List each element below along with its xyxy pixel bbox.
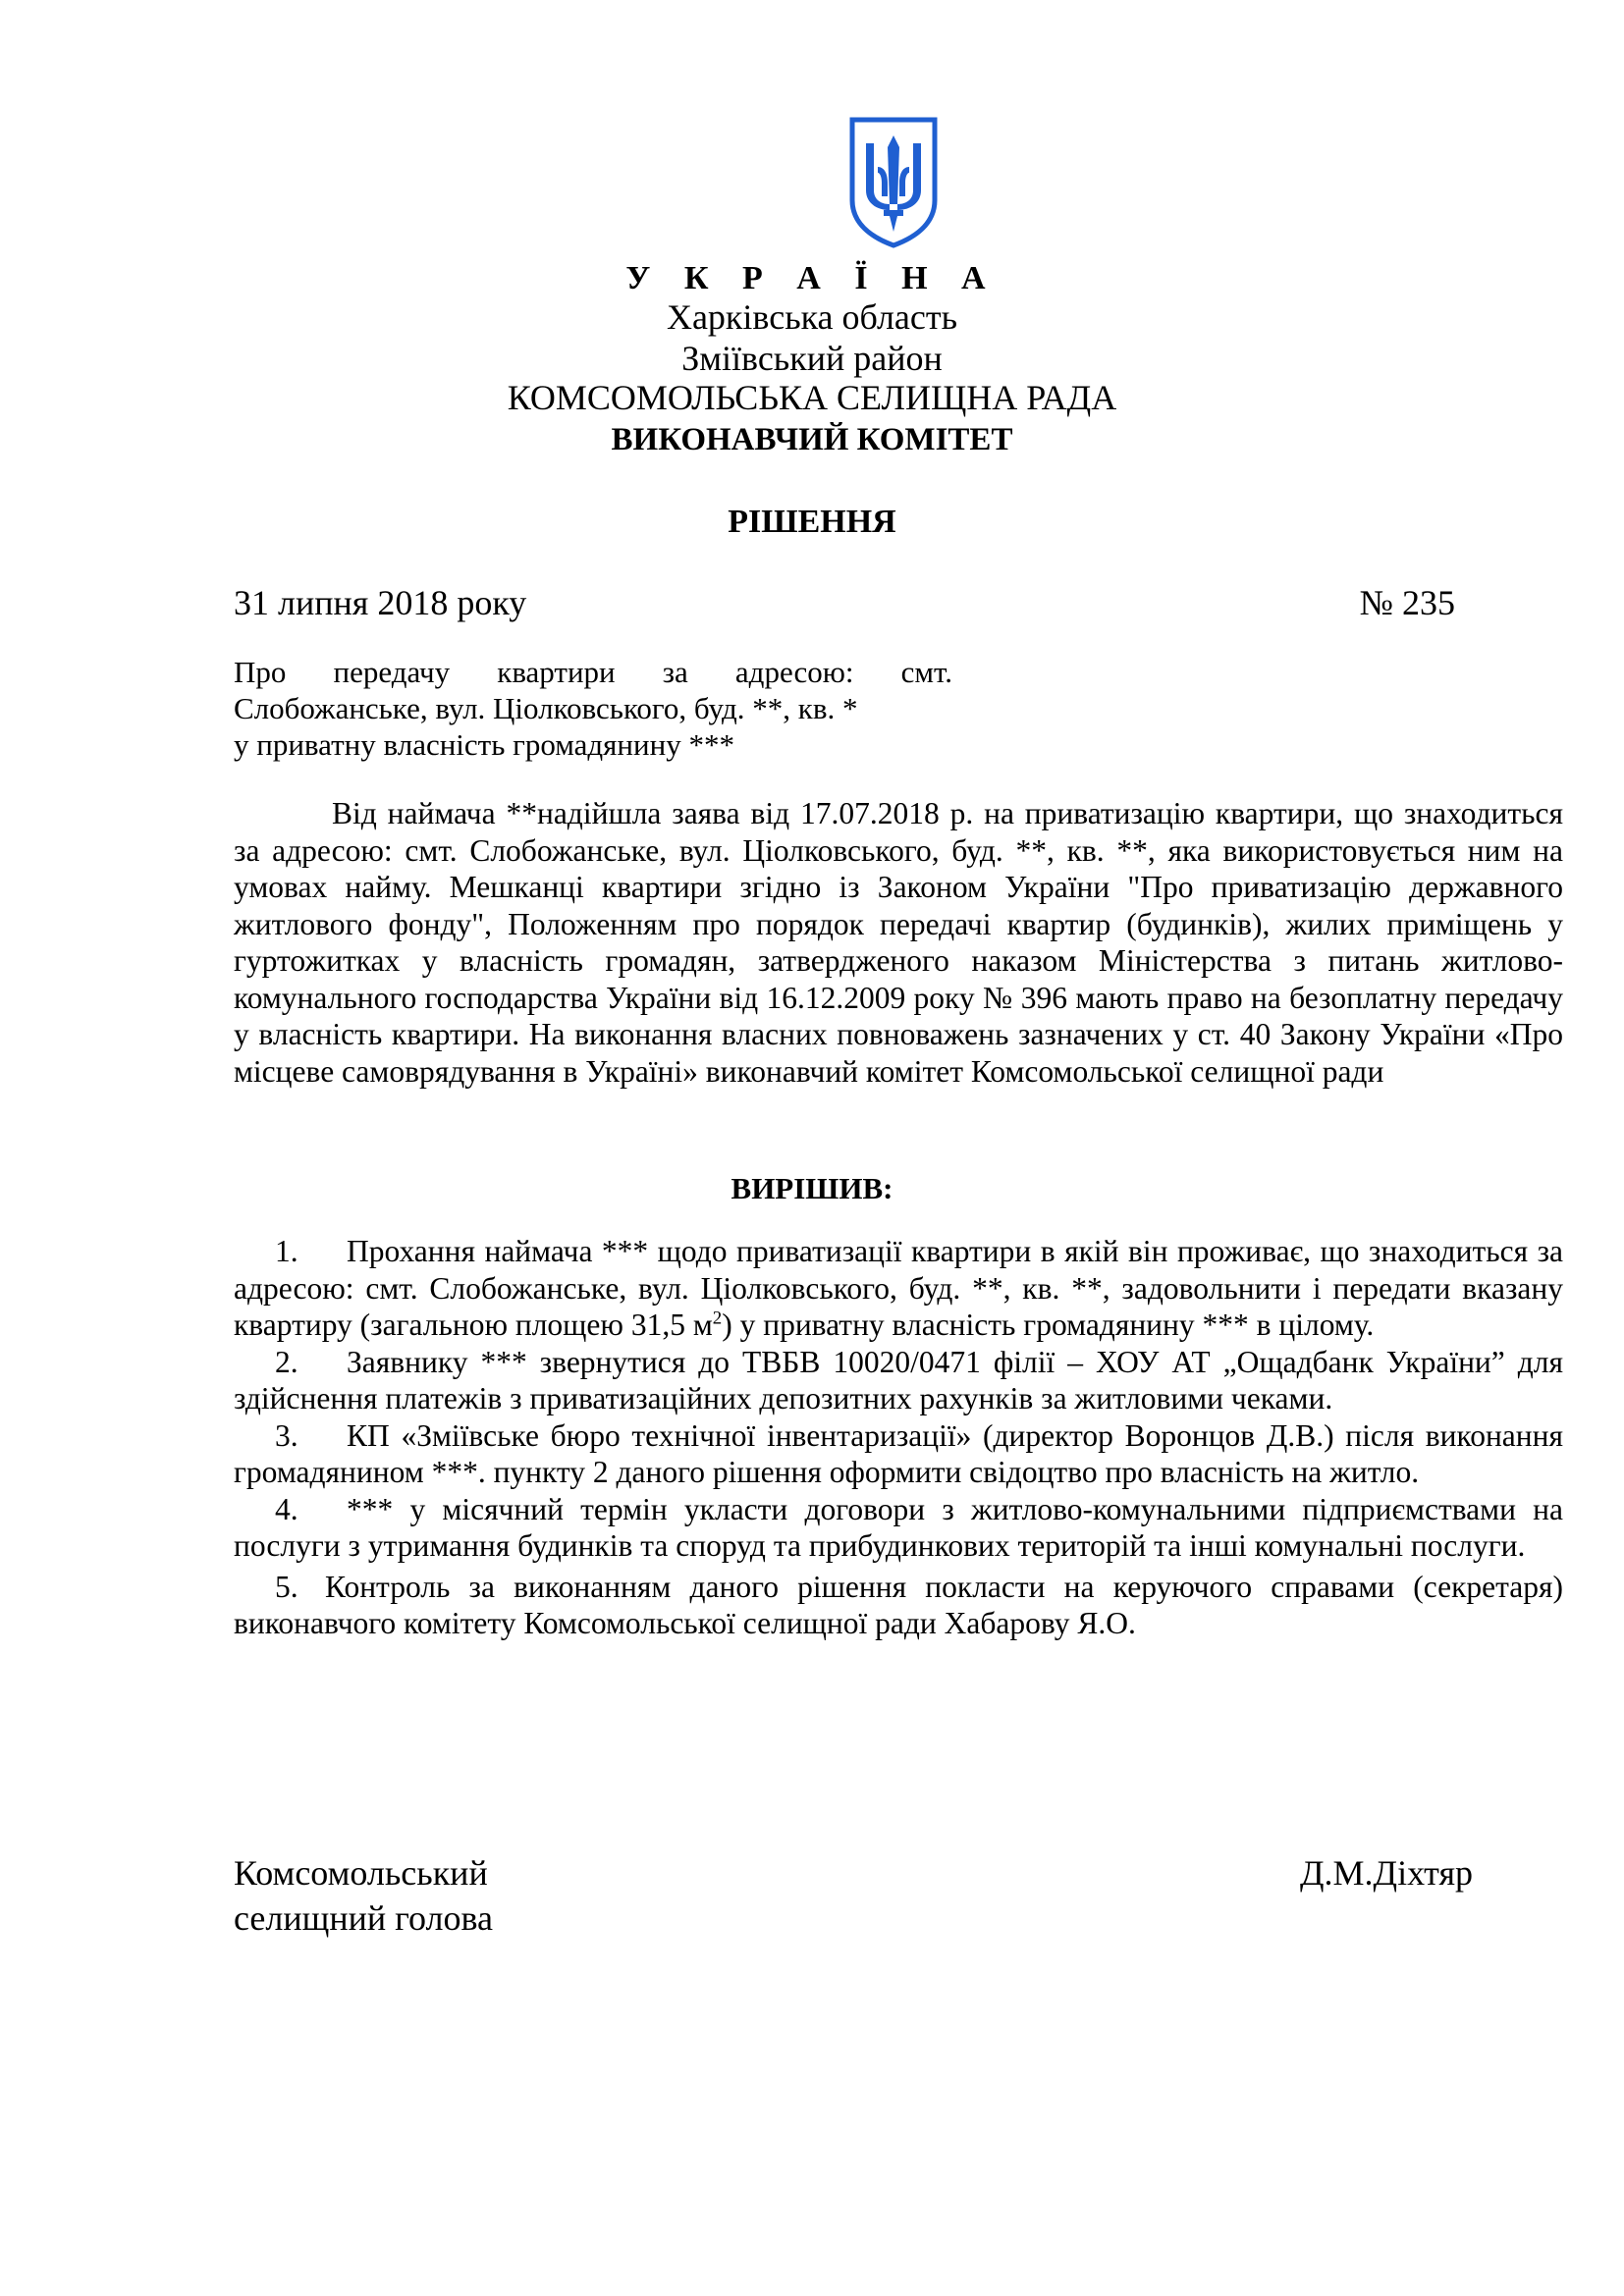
- item-text: Прохання наймача *** щодо приватизації квартири в якій він проживає, що знаходиться за адресою: смт. Слобожанське, вул. Ціолковського, буд. **, кв. **, задовольнити і передати вказану квартиру (загальною площею 31,5 м: [234, 1234, 1563, 1342]
- coat-of-arms-icon: [844, 114, 943, 249]
- item-text: Контроль за виконанням даного рішення покласти на керуючого справами (секретаря) виконавчого комітету Комсомольської селищної ради Хабарову Я.О.: [234, 1569, 1563, 1640]
- committee-name: ВИКОНАВЧИЙ КОМІТЕТ: [611, 422, 1013, 457]
- signatory-name: Д.М.Діхтяр: [1299, 1853, 1473, 1893]
- region-name: Харківська область: [666, 297, 958, 337]
- district-name: Зміївський район: [681, 339, 943, 378]
- signatory-title: [234, 1850, 493, 1941]
- decision-item: [234, 1569, 1563, 1642]
- item-text-cont: ) у приватну власність громадянину *** в цілому.: [722, 1308, 1375, 1342]
- item-number: 4.: [275, 1491, 298, 1526]
- decision-item: [234, 1417, 1563, 1491]
- decision-item: [234, 1233, 1563, 1344]
- council-name: КОМСОМОЛЬСЬКА СЕЛИЩНА РАДА: [507, 378, 1117, 417]
- item-number: 2.: [275, 1344, 298, 1379]
- dateline: [234, 582, 1465, 623]
- subject-line: у приватну власність громадянину ***: [234, 727, 734, 762]
- decision-item: [234, 1491, 1563, 1565]
- decision-date: 31 липня 2018 року: [234, 583, 527, 622]
- subject-line: Слобожанське, вул. Ціолковського, буд. **, кв. *: [234, 691, 858, 725]
- decision-item: [234, 1344, 1563, 1417]
- intro-paragraph: Від наймача **надійшла заява від 17.07.2018 р. на приватизацію квартири, що знаходиться за адресою: смт. Слобожанське, вул. Ціолковського, буд. **, кв. **, яка використовується ним на умовах найму. Мешканці квартири згідно із Законом України "Про приватизацію державного житлового фонду", Положенням про порядок передачі квартир (будинків), жилих приміщень у гуртожитках у власність громадян, затвердженого наказом Міністерства з питань житлово-комунального господарства України від 16.12.2009 року № 396 мають право на безоплатну передачу у власність квартири. На виконання власних повноважень зазначених у ст. 40 Закону України «Про місцеве самоврядування в Україні» виконавчий комітет Комсомольської селищної ради: [234, 796, 1563, 1089]
- item-number: 3.: [275, 1417, 298, 1453]
- decision-subject: [234, 654, 952, 763]
- subject-line: Про передачу квартири за адресою: смт.: [234, 655, 952, 689]
- item-text: Заявнику *** звернутися до ТВБВ 10020/0471 філії – ХОУ АТ „Ощадбанк України” для здійснення платежів з приватизаційних депозитних рахунків за житловими чеками.: [234, 1344, 1563, 1415]
- item-text: *** у місячний термін укласти договори з житлово-комунальними підприємствами на послуги з утримання будинків та споруд та прибудинкових територій та інші комунальні послуги.: [234, 1491, 1563, 1563]
- decided-heading: ВИРІШИВ:: [731, 1171, 893, 1205]
- document-type: РІШЕННЯ: [728, 504, 896, 540]
- decision-number: № 235: [1359, 583, 1455, 622]
- item-text: КП «Зміївське бюро технічної інвентаризації» (директор Воронцов Д.В.) після виконання громадянином ***. пункту 2 даного рішення оформити свідоцтво про власність на житло.: [234, 1417, 1563, 1489]
- item-number: 5.: [275, 1569, 298, 1604]
- country-name: У К Р А Ї Н А: [625, 260, 999, 296]
- item-number: 1.: [275, 1234, 298, 1268]
- superscript: 2: [712, 1308, 723, 1329]
- signatory-title-line: селищний голова: [234, 1898, 494, 1938]
- decision-items: [234, 1233, 1563, 1642]
- signatory-title-line: Комсомольський: [234, 1853, 488, 1893]
